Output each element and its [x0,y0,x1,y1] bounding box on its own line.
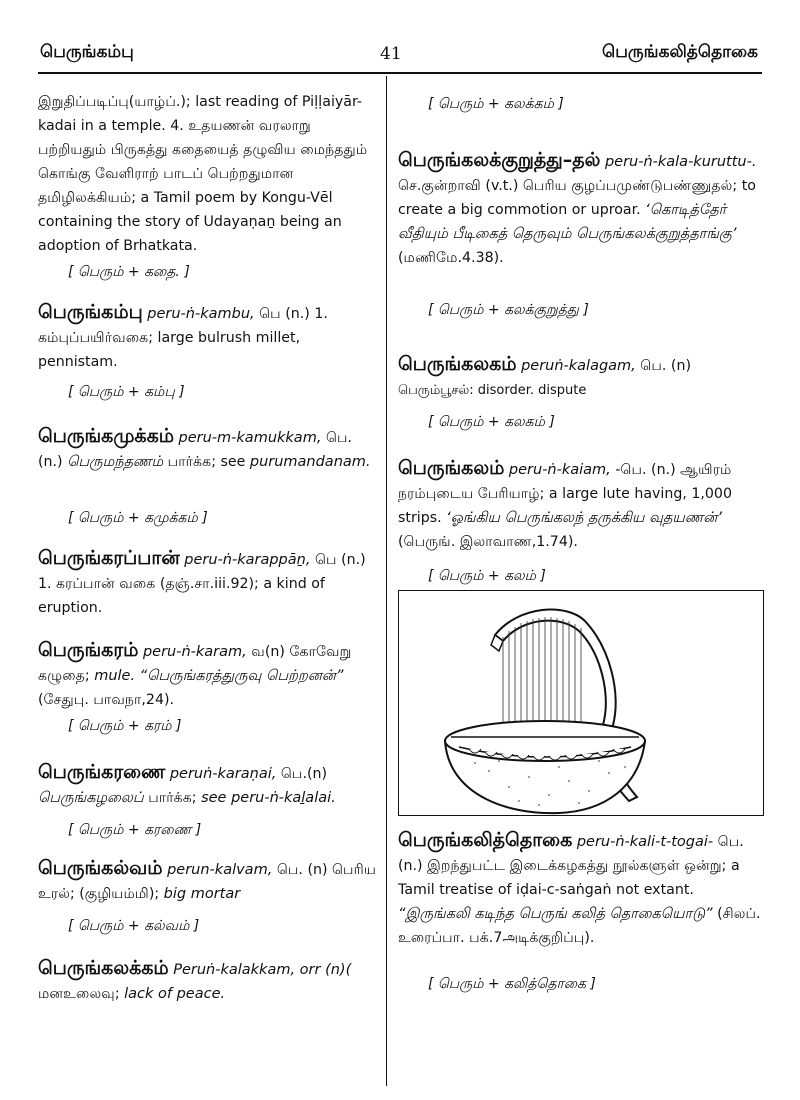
entry-perunkamukkam [38,424,380,474]
entry-perunkalam [398,456,764,554]
entry-perunkalagam [398,352,764,403]
quotation: “இருங்கலி கடிந்த பெருங் கலித் தொகையொடு” [398,906,713,922]
headword: பெருங்கமுக்கம் [38,425,175,447]
transliteration: peru-ṅ-karam, [142,644,247,660]
headword: பெருங்கரம் [38,639,139,661]
transliteration: peruṅ-karaṇai, [169,766,277,782]
continuation-text-1: இறுதிப்படிப்பு(யாழ்ப்.); last reading of Piḷḷaiyār-kadai in a temple. [38,94,363,134]
part-of-speech: பெ. (n) பெரிய உரல்; (குழியம்மி); [38,862,376,902]
definition-english: mule. [94,668,136,684]
definition: செ.குன்றாவி (v.t.) பெரிய குழப்பமுண்டுபண்ணுதல்; to create a big commotion or uproar. [398,178,756,218]
headword: பெருங்கலக்கம் [38,957,169,979]
entry-perunkalakkuruttu [398,148,764,270]
etymology: [ பெரும் + கலகம் ] [428,414,555,430]
transliteration: peru-m-kamukkam, [178,430,322,446]
transliteration: peru-ṅ-kaiam, [508,462,611,478]
etymology: [ பெரும் + கம்பு ] [68,384,185,400]
harp-lute-illustration-icon [399,591,764,816]
part-of-speech: பெ. (n.) [38,430,353,470]
entry-perunkalvam [38,856,380,906]
entry-perunkalakkam [38,956,380,1006]
headword: பெருங்கலகம் [398,353,517,375]
continuation-text-2: 4. உதயணன் வரலாறு பற்றியதும் பிருகத்து கதையைத் தழுவிய மைந்ததும் கொங்கு வேளிராற் பாடப் பெற்றதுமான தமிழிலக்கியம்; a Tamil poem by Kongu-Vēl containing the story of Udayaṇaṉ being an adoption of Brhatkata. [38,118,368,254]
etymology: [ பெரும் + கலக்கம் ] [428,96,564,112]
etymology: [ பெரும் + கலம் ] [428,568,546,584]
transliteration: peru-ṅ-kala-kuruttu-. [604,154,757,170]
etymology: [ பெரும் + கதை. ] [68,264,190,280]
entry-continuation [38,90,380,258]
etymology: [ பெரும் + கலக்குறுத்து ] [428,302,589,318]
definition: பெ. (n.) இறந்துபட்ட இடைக்கழகத்து நூல்களுள் ஒன்று; a Tamil treatise of iḍai-c-saṅgaṅ not extant. [398,834,744,898]
part-of-speech: பெ. (n) [640,358,691,374]
definition: 1. கரப்பான் வகை (தஞ்.சா.iii.92); a kind of eruption. [38,576,325,616]
column-divider [386,76,387,1086]
quotation: ‘ஓங்கிய பெருங்கலந் தருக்கிய வுதயணன்’ [446,510,722,526]
part-of-speech: பெ (n.) [314,552,366,568]
transliteration: peru-ṅ-karappāṉ, [184,552,311,568]
entry-perunkambu [38,300,380,374]
quotation-source: (சிலப். உரைப்பா. பக்.7அடிக்குறிப்பு). [398,906,761,946]
page-header [0,0,800,78]
transliteration: Peruṅ-kalakkam, orr (n)( [173,962,352,978]
quotation-source: (பெருங். இலாவாண,1.74). [398,534,578,550]
transliteration: perun-kalvam, [167,862,273,878]
header-rule [38,72,762,74]
quotation-source: (மணிமே.4.38). [398,250,504,266]
definition: பார்க்க; [148,790,197,806]
transliteration: peru-ṅ-kambu, [147,306,255,322]
etymology: [ பெரும் + கமுக்கம் ] [68,510,208,526]
definition: பெரும்பூசல்: disorder. dispute [398,383,587,398]
entry-perunkalittogai [398,828,764,950]
cross-reference-latin: purumandanam. [249,454,371,470]
page-number: 41 [380,44,402,64]
entry-perunkarappan [38,546,380,620]
cross-reference-latin: see peru-ṅ-kaḻalai. [201,790,336,806]
part-of-speech: வ(n) கோவேறு கழுதை; [38,644,352,684]
headword: பெருங்கரப்பான் [38,547,180,569]
definition-english: lack of peace. [124,986,226,1002]
quotation: ‘கொடித்தேர் வீதியும் பீடிகைத் தெருவும் பெருங்கலக்குறுத்தாங்கு’ [398,202,737,242]
part-of-speech: பெ.(n) [280,766,328,782]
headword: பெருங்கல்வம் [38,857,163,879]
quotation: “பெருங்கரத்துருவு பெற்றனன்” [139,668,344,684]
definition: பார்க்க; see [167,454,246,470]
cross-reference: பெருமந்தணம் [67,454,164,470]
headword: பெருங்கலக்குறுத்து–தல் [398,149,601,171]
definition: மனஉலைவு; [38,986,120,1002]
definition: -பெ. (n.) ஆயிரம் நரம்புடைய பேரியாழ்; a large lute having, 1,000 strips. [398,462,732,526]
headword: பெருங்கலித்தொகை [398,829,573,851]
part-of-speech: பெ (n.) [259,306,310,322]
headword: பெருங்கரணை [38,761,166,783]
entry-perunkaranai [38,760,380,810]
definition: 1. கம்புப்பயிர்வகை; large bulrush millet, pennistam. [38,306,328,370]
definition-english: big mortar [163,886,241,902]
etymology: [ பெரும் + கரம் ] [68,718,182,734]
headword: பெருங்கம்பு [38,301,143,323]
header-right-guideword: பெருங்கலித்தொகை [602,42,758,62]
cross-reference: பெருங்கழலைப் [38,790,144,806]
header-left-guideword: பெருங்கம்பு [40,42,134,62]
etymology: [ பெரும் + கல்வம் ] [68,918,200,934]
quotation-source: (சேதுபு. பாவநா,24). [38,692,175,708]
etymology: [ பெரும் + கலித்தொகை ] [428,976,596,992]
headword: பெருங்கலம் [398,457,505,479]
entry-perunkaram [38,638,380,712]
harp-lute-illustration [398,590,764,816]
transliteration: peru-ṅ-kali-t-togai- [576,834,714,850]
transliteration: peruṅ-kalagam, [521,358,636,374]
etymology: [ பெரும் + கரணை ] [68,822,202,838]
